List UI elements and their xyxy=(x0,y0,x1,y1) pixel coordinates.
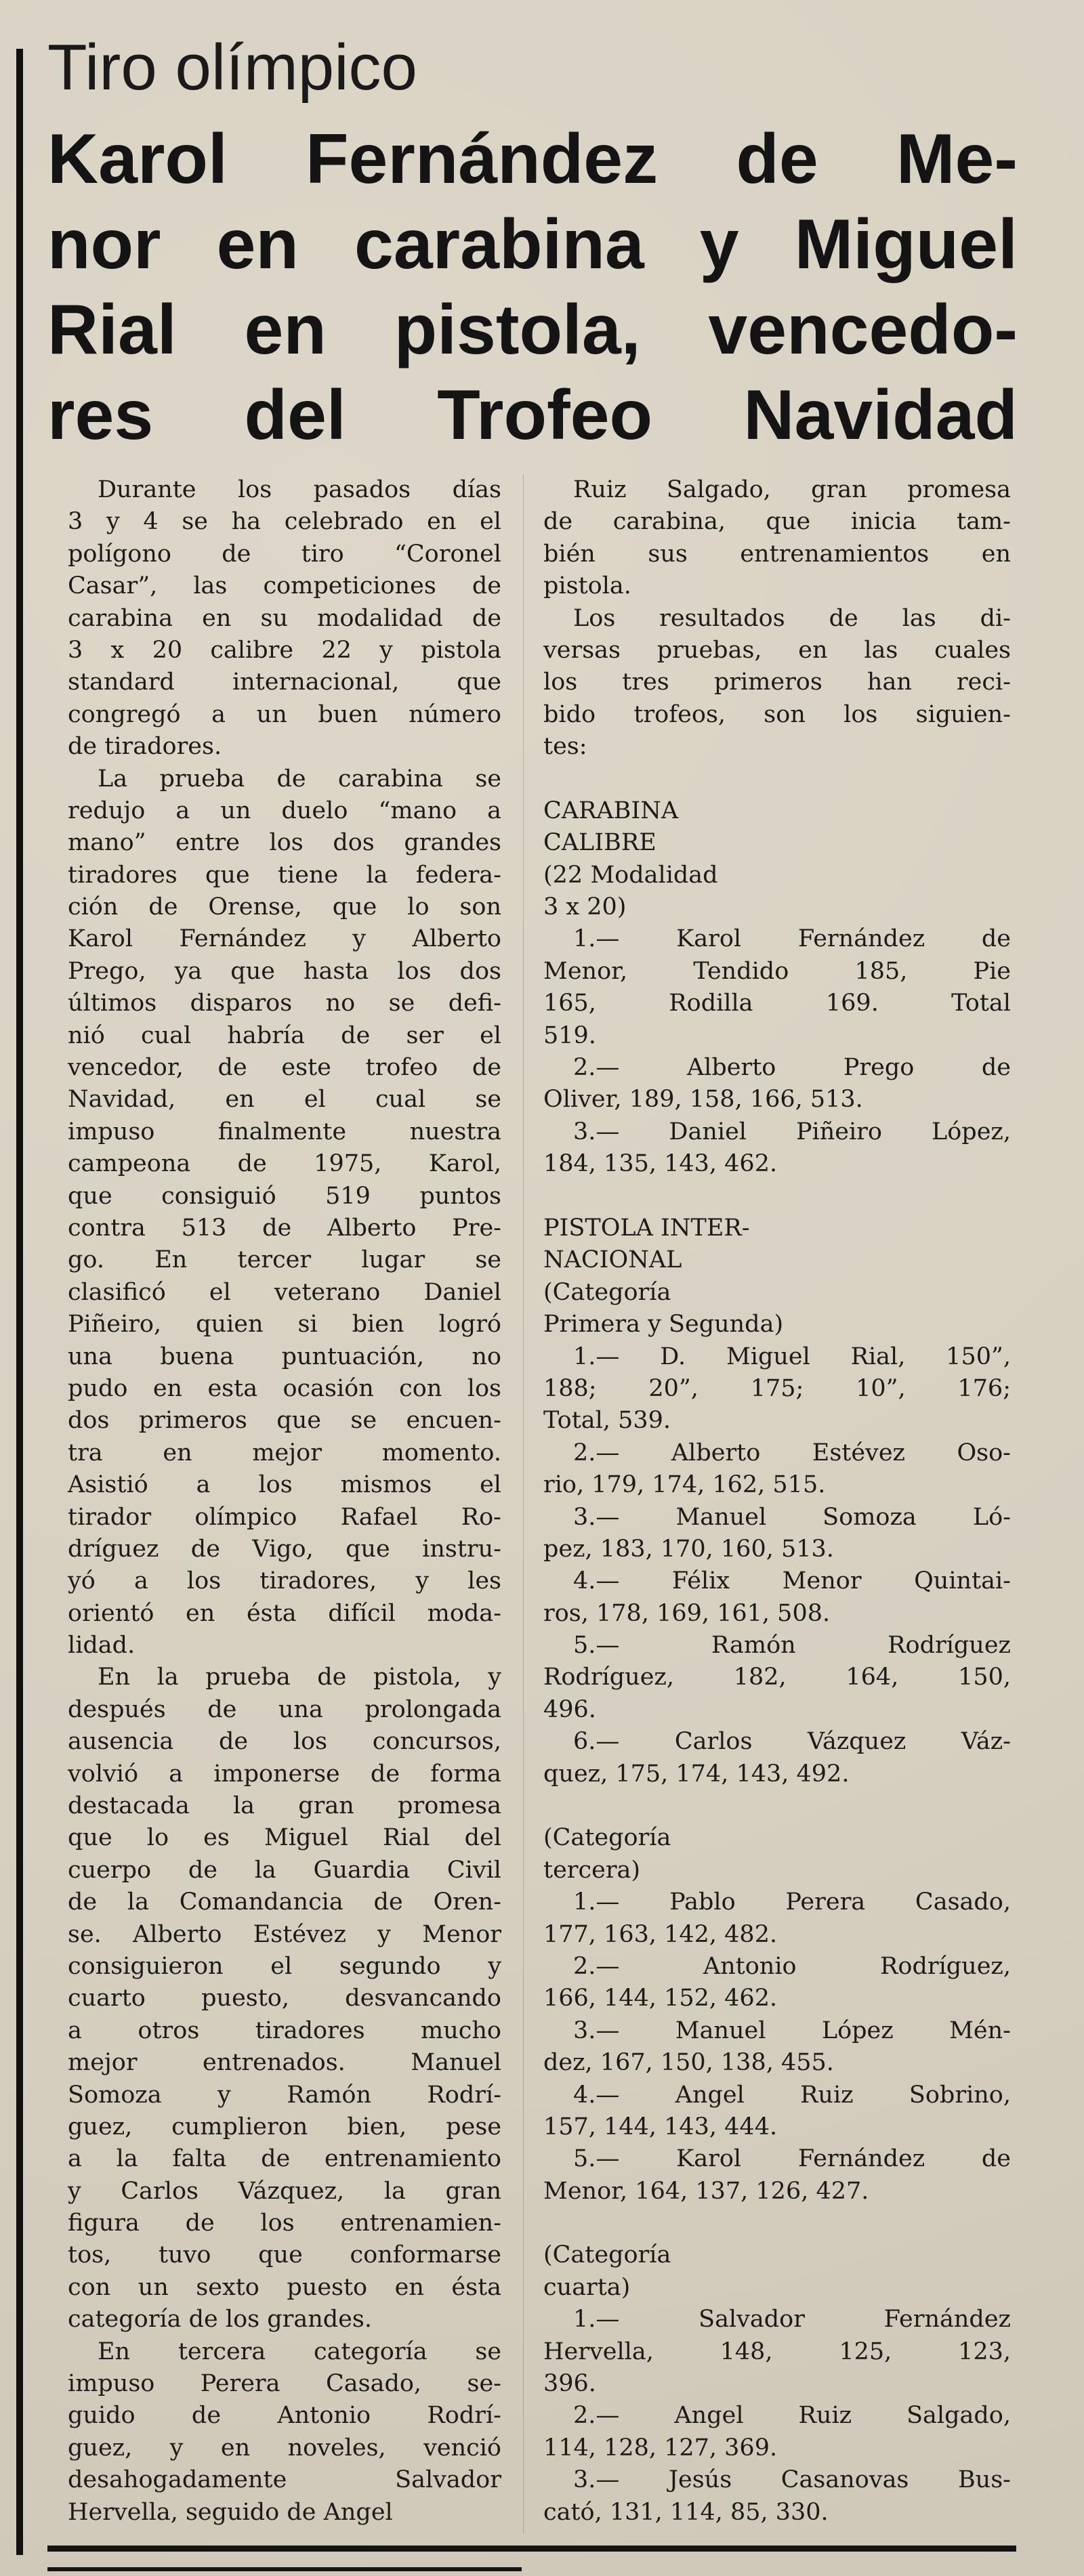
paragraph xyxy=(543,474,1011,603)
text-line: ros, 178, 169, 161, 508. xyxy=(543,1599,831,1627)
text-line: Hervella, seguido de Angel xyxy=(68,2498,393,2526)
text-line: Hervella, 148, 125, 123, xyxy=(543,2338,1011,2365)
text-line: carabina en su modalidad de xyxy=(68,604,501,632)
text-line: Total, 539. xyxy=(543,1407,671,1435)
text-line: 188; 20”, 175; 10”, 176; xyxy=(543,1374,1011,1402)
text-line: 396. xyxy=(543,2370,596,2398)
text-line: standard internacional, que xyxy=(68,669,501,696)
text-line: nió cual habría de ser el xyxy=(68,1021,501,1049)
text-line: En la prueba de pistola, y xyxy=(98,1664,501,1691)
article-body-left-column xyxy=(68,474,501,2529)
result-entry xyxy=(543,2079,1011,2144)
text-line: cató, 131, 114, 85, 330. xyxy=(543,2498,829,2526)
heading-line: tercera) xyxy=(543,1856,641,1884)
text-line: tes: xyxy=(543,733,587,761)
text-line: consiguieron el segundo y xyxy=(68,1952,501,1980)
text-line: de la Comandancia de Oren- xyxy=(68,1888,501,1916)
text-line: 166, 144, 152, 462. xyxy=(543,1985,778,2012)
text-line: que lo es Miguel Rial del xyxy=(68,1824,501,1852)
text-line: dez, 167, 150, 138, 455. xyxy=(543,2049,834,2077)
text-line: que consiguió 519 puntos xyxy=(68,1182,501,1210)
text-line: Navidad, en el cual se xyxy=(68,1086,501,1114)
text-line: 4.— Félix Menor Quintai- xyxy=(573,1567,1011,1595)
text-line: 3 y 4 se ha celebrado en el xyxy=(68,508,501,536)
text-line: Karol Fernández y Alberto xyxy=(68,925,501,953)
results-section xyxy=(543,1212,1011,1790)
text-line: dos primeros que se encuen- xyxy=(68,1407,501,1435)
text-line: 2.— Alberto Prego de xyxy=(573,1054,1011,1082)
result-entry xyxy=(543,1341,1011,1437)
text-line: lidad. xyxy=(68,1632,136,1660)
text-line: cuarto puesto, desvancando xyxy=(68,1985,501,2012)
text-line: Ruiz Salgado, gran promesa xyxy=(573,476,1011,503)
text-line: bién sus entrenamientos en xyxy=(543,540,1011,568)
section-spacer xyxy=(543,1181,1011,1212)
result-entry xyxy=(543,1116,1011,1181)
result-entry xyxy=(543,2304,1011,2400)
headline-line: res del Trofeo Navidad xyxy=(47,376,1018,455)
result-entry xyxy=(543,1502,1011,1566)
result-entry xyxy=(543,1052,1011,1116)
text-line: 519. xyxy=(543,1021,596,1049)
text-line: últimos disparos no se defi- xyxy=(68,990,501,1017)
text-line: destacada la gran promesa xyxy=(68,1792,501,1820)
text-line: con un sexto puesto en ésta xyxy=(68,2273,501,2301)
text-line: tiradores que tiene la federa- xyxy=(68,861,501,889)
headline xyxy=(47,117,1018,458)
text-line: dríguez de Vigo, que instru- xyxy=(68,1535,501,1563)
text-line: ausencia de los concursos, xyxy=(68,1728,501,1756)
text-line: go. En tercer lugar se xyxy=(68,1246,501,1274)
text-line: 496. xyxy=(543,1695,596,1723)
article-body-right-column xyxy=(543,474,1011,2529)
text-line: 2.— Angel Ruiz Salgado, xyxy=(573,2402,1011,2430)
results-section xyxy=(543,2239,1011,2529)
section-spacer xyxy=(543,763,1011,795)
text-line: Rodríguez, 182, 164, 150, xyxy=(543,1664,1011,1691)
text-line: guez, cumplieron bien, pese xyxy=(68,2113,501,2140)
text-line: 4.— Angel Ruiz Sobrino, xyxy=(573,2081,1011,2109)
bottom-rule xyxy=(47,2546,1016,2552)
paragraph xyxy=(543,603,1011,763)
text-line: Somoza y Ramón Rodrí- xyxy=(68,2081,501,2109)
results-section-heading xyxy=(543,795,1011,924)
text-line: 3.— Manuel Somoza Ló- xyxy=(573,1503,1011,1531)
text-line: pez, 183, 170, 160, 513. xyxy=(543,1535,834,1563)
text-line: Durante los pasados días xyxy=(98,476,501,503)
text-line: Prego, ya que hasta los dos xyxy=(68,957,501,985)
text-line: guido de Antonio Rodrí- xyxy=(68,2402,501,2430)
text-line: impuso finalmente nuestra xyxy=(68,1118,501,1145)
result-entry xyxy=(543,2015,1011,2079)
results-section-heading xyxy=(543,1212,1011,1341)
text-line: rio, 179, 174, 162, 515. xyxy=(543,1471,826,1499)
result-entry xyxy=(543,1951,1011,2015)
paragraph xyxy=(68,2336,501,2529)
text-line: Menor, 164, 137, 126, 427. xyxy=(543,2177,869,2205)
results-section-heading xyxy=(543,1822,1011,1886)
text-line: redujo a un duelo “mano a xyxy=(68,797,501,824)
text-line: bido trofeos, son los siguien- xyxy=(543,700,1011,728)
text-line: impuso Perera Casado, se- xyxy=(68,2370,501,2398)
heading-line: Primera y Segunda) xyxy=(543,1311,784,1338)
text-line: tra en mejor momento. xyxy=(68,1439,501,1466)
text-line: versas pruebas, en las cuales xyxy=(543,636,1011,664)
text-line: 114, 128, 127, 369. xyxy=(543,2434,778,2462)
text-line: 157, 144, 143, 444. xyxy=(543,2113,778,2140)
results-section xyxy=(543,1822,1011,2208)
headline-line: Rial en pistola, vencedo- xyxy=(47,291,1018,369)
text-line: una buena puntuación, no xyxy=(68,1343,501,1370)
text-line: cuerpo de la Guardia Civil xyxy=(68,1856,501,1884)
result-entry xyxy=(543,2400,1011,2464)
text-line: 3.— Daniel Piñeiro López, xyxy=(573,1118,1011,1145)
text-line: figura de los entrenamien- xyxy=(68,2210,501,2237)
text-line: mano” entre los dos grandes xyxy=(68,829,501,857)
text-line: de carabina, que inicia tam- xyxy=(543,508,1011,536)
text-line: 3.— Manuel López Mén- xyxy=(573,2017,1011,2044)
text-line: y Carlos Vázquez, la gran xyxy=(68,2177,501,2205)
text-line: a la falta de entrenamiento xyxy=(68,2145,501,2173)
text-line: 177, 163, 142, 482. xyxy=(543,1920,778,1948)
paragraph xyxy=(68,763,501,1662)
text-line: Oliver, 189, 158, 166, 513. xyxy=(543,1086,863,1114)
text-line: 1.— Pablo Perera Casado, xyxy=(573,1888,1011,1916)
heading-line: CARABINA xyxy=(543,797,679,824)
text-line: campeona de 1975, Karol, xyxy=(68,1150,501,1178)
heading-line: NACIONAL xyxy=(543,1246,682,1274)
text-line: Asistió a los mismos el xyxy=(68,1471,501,1499)
text-line: tirador olímpico Rafael Ro- xyxy=(68,1503,501,1531)
text-line: contra 513 de Alberto Pre- xyxy=(68,1214,501,1242)
text-line: Piñeiro, quien si bien logró xyxy=(68,1311,501,1338)
text-line: 3.— Jesús Casanovas Bus- xyxy=(573,2466,1011,2494)
text-line: La prueba de carabina se xyxy=(98,765,501,793)
text-line: 6.— Carlos Vázquez Váz- xyxy=(573,1728,1011,1756)
text-line: 2.— Antonio Rodríguez, xyxy=(573,1952,1011,1980)
text-line: congregó a un buen número xyxy=(68,700,501,728)
text-line: yó a los tiradores, y les xyxy=(68,1567,501,1595)
left-border-rule xyxy=(16,49,23,2555)
text-line: En tercera categoría se xyxy=(98,2338,501,2365)
text-line: 5.— Ramón Rodríguez xyxy=(573,1632,1011,1660)
heading-line: (Categoría xyxy=(543,1278,671,1306)
result-entry xyxy=(543,2464,1011,2529)
result-entry xyxy=(543,1630,1011,1726)
result-entry xyxy=(543,1565,1011,1630)
headline-line: nor en carabina y Miguel xyxy=(47,205,1018,284)
text-line: guez, y en noveles, venció xyxy=(68,2434,501,2462)
paragraph xyxy=(68,1662,501,2336)
text-line: 5.— Karol Fernández de xyxy=(573,2145,1011,2173)
section-spacer xyxy=(543,2208,1011,2239)
text-line: mejor entrenados. Manuel xyxy=(68,2049,501,2077)
text-line: orientó en ésta difícil moda- xyxy=(68,1599,501,1627)
result-entry xyxy=(543,1437,1011,1502)
heading-line: (Categoría xyxy=(543,2241,671,2269)
text-line: 1.— Salvador Fernández xyxy=(573,2306,1011,2334)
text-line: Casar”, las competiciones de xyxy=(68,572,501,600)
section-kicker: Tiro olímpico xyxy=(47,31,417,104)
text-line: clasificó el veterano Daniel xyxy=(68,1278,501,1306)
text-line: pudo en esta ocasión con los xyxy=(68,1374,501,1402)
column-divider xyxy=(523,474,524,2533)
results-section-heading xyxy=(543,2239,1011,2304)
text-line: a otros tiradores mucho xyxy=(68,2017,501,2044)
text-line: ción de Orense, que lo son xyxy=(68,893,501,921)
text-line: tos, tuvo que conformarse xyxy=(68,2241,501,2269)
heading-line: (22 Modalidad xyxy=(543,861,718,889)
result-entry xyxy=(543,1886,1011,1951)
text-line: quez, 175, 174, 143, 492. xyxy=(543,1760,850,1788)
result-entry xyxy=(543,2143,1011,2208)
text-line: de tiradores. xyxy=(68,733,222,761)
text-line: los tres primeros han reci- xyxy=(543,669,1011,696)
text-line: categoría de los grandes. xyxy=(68,2306,372,2334)
text-line: Los resultados de las di- xyxy=(573,604,1011,632)
text-line: 1.— D. Miguel Rial, 150”, xyxy=(573,1343,1011,1370)
result-entry xyxy=(543,1726,1011,1790)
headline-line: Karol Fernández de Me- xyxy=(47,120,1018,198)
paragraph xyxy=(68,474,501,763)
text-line: Menor, Tendido 185, Pie xyxy=(543,957,1011,985)
text-line: polígono de tiro “Coronel xyxy=(68,540,501,568)
text-line: vencedor, de este trofeo de xyxy=(68,1054,501,1082)
section-spacer xyxy=(543,1790,1011,1822)
text-line: desahogadamente Salvador xyxy=(68,2466,501,2494)
text-line: 2.— Alberto Estévez Oso- xyxy=(573,1439,1011,1466)
heading-line: cuarta) xyxy=(543,2273,631,2301)
text-line: después de una prolongada xyxy=(68,1695,501,1723)
text-line: 165, Rodilla 169. Total xyxy=(543,990,1011,1017)
heading-line: PISTOLA INTER- xyxy=(543,1214,750,1242)
result-entry xyxy=(543,923,1011,1052)
results-section xyxy=(543,795,1011,1181)
text-line: 3 x 20 calibre 22 y pistola xyxy=(68,636,501,664)
heading-line: CALIBRE xyxy=(543,829,656,857)
text-line: 184, 135, 143, 462. xyxy=(543,1150,778,1178)
heading-line: 3 x 20) xyxy=(543,893,627,921)
text-line: volvió a imponerse de forma xyxy=(68,1760,501,1788)
text-line: se. Alberto Estévez y Menor xyxy=(68,1920,501,1948)
text-line: 1.— Karol Fernández de xyxy=(573,925,1011,953)
text-line: pistola. xyxy=(543,572,631,600)
bottom-rule-secondary xyxy=(47,2567,522,2571)
heading-line: (Categoría xyxy=(543,1824,671,1852)
